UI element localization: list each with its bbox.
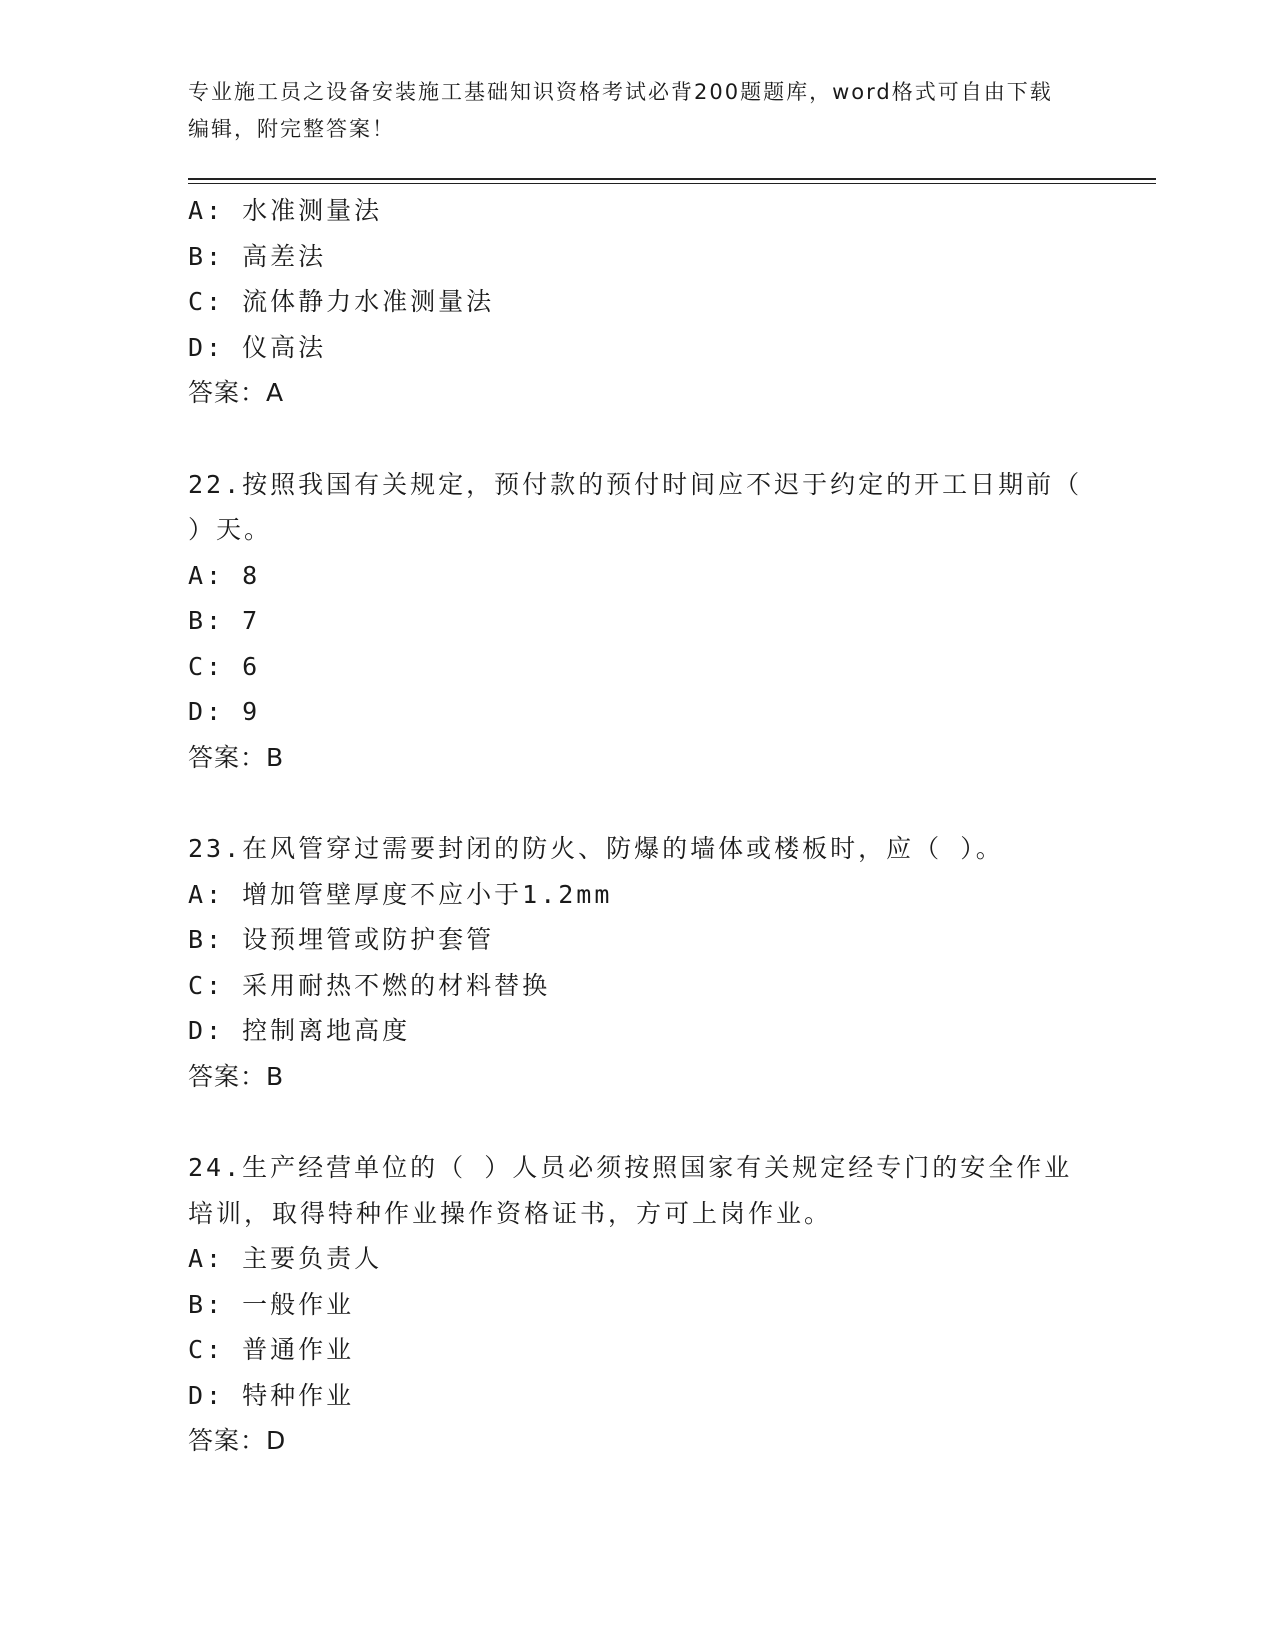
header-divider-thick bbox=[188, 178, 1156, 180]
option-c: C: 采用耐热不燃的材料替换 bbox=[188, 970, 551, 1000]
option-c: C: 普通作业 bbox=[188, 1335, 355, 1364]
spacer bbox=[188, 1099, 1088, 1145]
header-divider-thin bbox=[188, 183, 1156, 184]
question-block-23 bbox=[188, 826, 1088, 1099]
option-b: B: 设预埋管或防护套管 bbox=[188, 925, 495, 954]
answer: 答案：B bbox=[188, 742, 285, 772]
question-stem: 22.按照我国有关规定，预付款的预付时间应不迟于约定的开工日期前（ ）天。 bbox=[188, 469, 1083, 544]
question-block-22 bbox=[188, 462, 1088, 781]
answer: 答案：D bbox=[188, 1426, 287, 1455]
option-a: A: 8 bbox=[188, 560, 261, 590]
document-header: 专业施工员之设备安装施工基础知识资格考试必背200题题库，word格式可自由下载编辑，附完整答案！ bbox=[188, 80, 1053, 141]
question-block-24 bbox=[188, 1145, 1088, 1464]
option-a: A: 主要负责人 bbox=[188, 1244, 383, 1273]
option-b: B: 7 bbox=[188, 606, 261, 635]
question-block-prev bbox=[188, 188, 1088, 416]
option-d: D: 特种作业 bbox=[188, 1380, 355, 1410]
question-list bbox=[188, 188, 1088, 1464]
option-a: A: 水准测量法 bbox=[188, 196, 383, 225]
option-a: A: 增加管壁厚度不应小于1.2mm bbox=[188, 879, 613, 909]
spacer bbox=[188, 780, 1088, 826]
option-b: B: 高差法 bbox=[188, 241, 327, 271]
option-c: C: 6 bbox=[188, 651, 261, 681]
answer: 答案：B bbox=[188, 1061, 285, 1091]
question-stem: 23.在风管穿过需要封闭的防火、防爆的墙体或楼板时，应（ ）。 bbox=[188, 834, 1004, 863]
option-d: D: 9 bbox=[188, 697, 261, 726]
question-stem: 24.生产经营单位的（ ）人员必须按照国家有关规定经专门的安全作业培训，取得特种作业操作资格证书，方可上岗作业。 bbox=[188, 1153, 1073, 1228]
answer: 答案：A bbox=[188, 378, 285, 407]
spacer bbox=[188, 416, 1088, 462]
option-b: B: 一般作业 bbox=[188, 1289, 355, 1319]
option-d: D: 控制离地高度 bbox=[188, 1016, 411, 1045]
option-d: D: 仪高法 bbox=[188, 332, 327, 362]
option-c: C: 流体静力水准测量法 bbox=[188, 287, 495, 316]
